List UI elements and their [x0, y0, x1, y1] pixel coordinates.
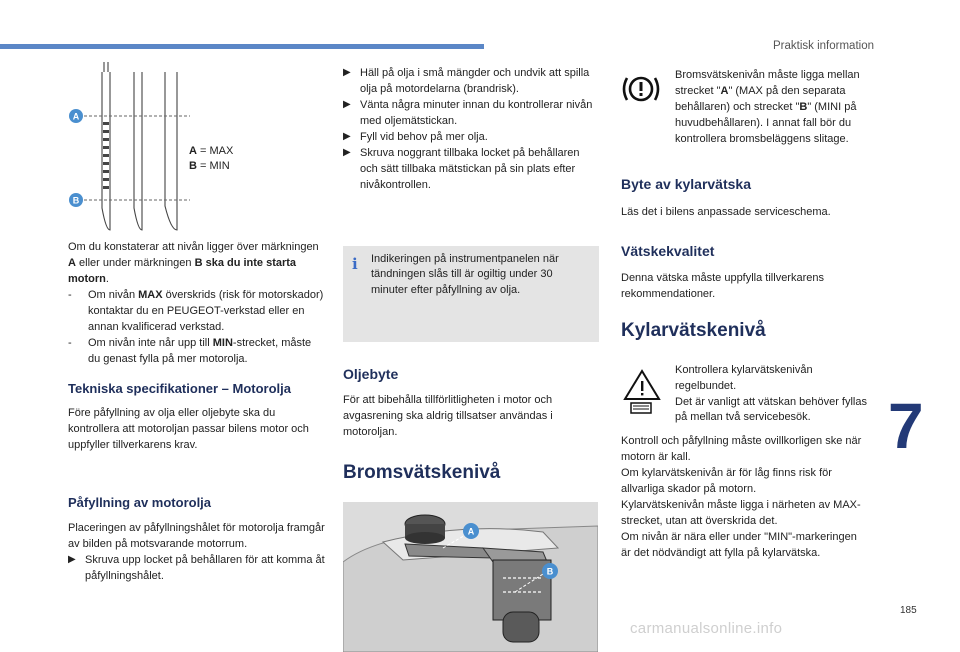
section-header: Praktisk information: [773, 40, 874, 52]
chapter-number: 7: [888, 390, 924, 462]
watermark: carmanualsonline.info: [630, 620, 783, 637]
spec-text: Före påfyllning av olja eller oljebyte ska du kontrollera att motoroljan passar bilens motor och uppfyller tillverkarens krav.: [68, 407, 309, 452]
legend-a-value: = MAX: [196, 145, 234, 157]
info-box: [343, 246, 599, 342]
dipstick-legend: [189, 144, 233, 175]
column-right: [621, 66, 869, 562]
info-icon: i: [352, 254, 358, 273]
coolant-change-heading: Byte av kylarvätska: [621, 175, 751, 192]
legend-b-value: = MIN: [196, 160, 230, 173]
brake-text: Bromsvätskenivån måste ligga mellan strecket "A" (MAX på den separata behållaren) och strecket "B" (MINI på huvudbehållaren). I annat fall bör du kontrollera bromsbeläggens slitage.: [675, 69, 860, 145]
page-number: 185: [900, 605, 917, 616]
column-left: [68, 58, 326, 585]
illus-marker-a-text: A: [467, 526, 475, 537]
fluid-quality-text: Denna vätska måste uppfylla tillverkarens rekommendationer.: [621, 272, 824, 301]
coolant-change-text: Läs det i bilens anpassade serviceschema.: [621, 205, 831, 218]
oil-change-heading: Oljebyte: [343, 365, 399, 382]
coolant-line: Kontroll och påfyllning måste ovillkorligen ske när motorn är kall.: [621, 435, 862, 464]
coolant-icon-text: Kontrollera kylarvätskenivån regelbundet. Det är vanligt att vätskan behöver fyllas på mellan två servicebesök.: [675, 363, 867, 424]
top-accent-bar: [0, 44, 484, 49]
brake-heading: Bromsvätskenivå: [343, 461, 501, 483]
dash-item: - Om nivån inte når upp till MIN-strecket, måste du genast fylla på mer motorolja.: [68, 336, 312, 365]
bullet-item: ▶ Vänta några minuter innan du kontrollerar nivån med oljemätstickan.: [343, 98, 593, 127]
oil-change-text: För att bibehålla tillförlitligheten i motor och avgasrening ska aldrig tillsatser användas i motoroljan.: [343, 393, 553, 438]
fluid-quality-heading: Vätskekvalitet: [621, 242, 715, 259]
bullet-item: ▶ Häll på olja i små mängder och undvik att spilla olja på motordelarna (brandrisk).: [343, 67, 590, 95]
legend-b-key: B: [189, 160, 197, 173]
coolant-line: Kylarvätskenivån måste ligga i närheten av MAX-strecket, utan att överskrida det.: [621, 499, 861, 528]
coolant-warning-row: [621, 363, 869, 427]
coolant-warning-icon: [621, 363, 675, 427]
legend-a-key: A: [189, 145, 197, 157]
level-intro: Om du konstaterar att nivån ligger över märkningen A eller under märkningen B ska du inte starta motorn.: [68, 241, 319, 285]
fill-heading: Påfyllning av motorolja: [68, 495, 212, 511]
marker-a-text: A: [72, 111, 80, 122]
marker-b-text: B: [72, 195, 80, 206]
spec-heading: Tekniska specifikationer – Motorolja: [68, 380, 291, 396]
brake-warning-row: [621, 66, 869, 148]
bullet-item: ▶ Skruva upp locket på behållaren för att komma åt påfyllningshålet.: [68, 553, 325, 582]
illus-marker-b-text: B: [546, 566, 554, 577]
dash-item: - Om nivån MAX överskrids (risk för motorskador) kontaktar du en PEUGEOT-verkstad eller en annan kvalificerad verkstad.: [68, 288, 324, 333]
brake-reservoir-illustration: [343, 502, 598, 652]
dipstick-illustration: [68, 58, 326, 236]
coolant-level-heading: Kylarvätskenivå: [621, 320, 766, 342]
bullet-item: ▶ Skruva noggrant tillbaka locket på behållaren och sätt tillbaka mätstickan på sin plats efter nivåkontrollen.: [343, 146, 580, 191]
brake-warning-icon: [621, 66, 675, 148]
info-text: Indikeringen på instrumentpanelen när tändningen slås till är ogiltig under 30 minuter efter påfyllning av olja.: [371, 252, 559, 297]
column-middle: [343, 66, 598, 652]
coolant-line: Om nivån är nära eller under "MIN"-markeringen är det nödvändigt att fylla på kylarvätska.: [621, 531, 857, 559]
brake-reservoir-drawing: [343, 502, 598, 652]
fill-text: Placeringen av påfyllningshålet för motorolja framgår av bilden på motsvarande motorrum.: [68, 522, 325, 550]
bullet-item: ▶ Fyll vid behov på mer olja.: [343, 130, 488, 143]
coolant-line: Om kylarvätskenivån är för låg finns risk för allvarliga skador på motorn.: [621, 467, 832, 496]
